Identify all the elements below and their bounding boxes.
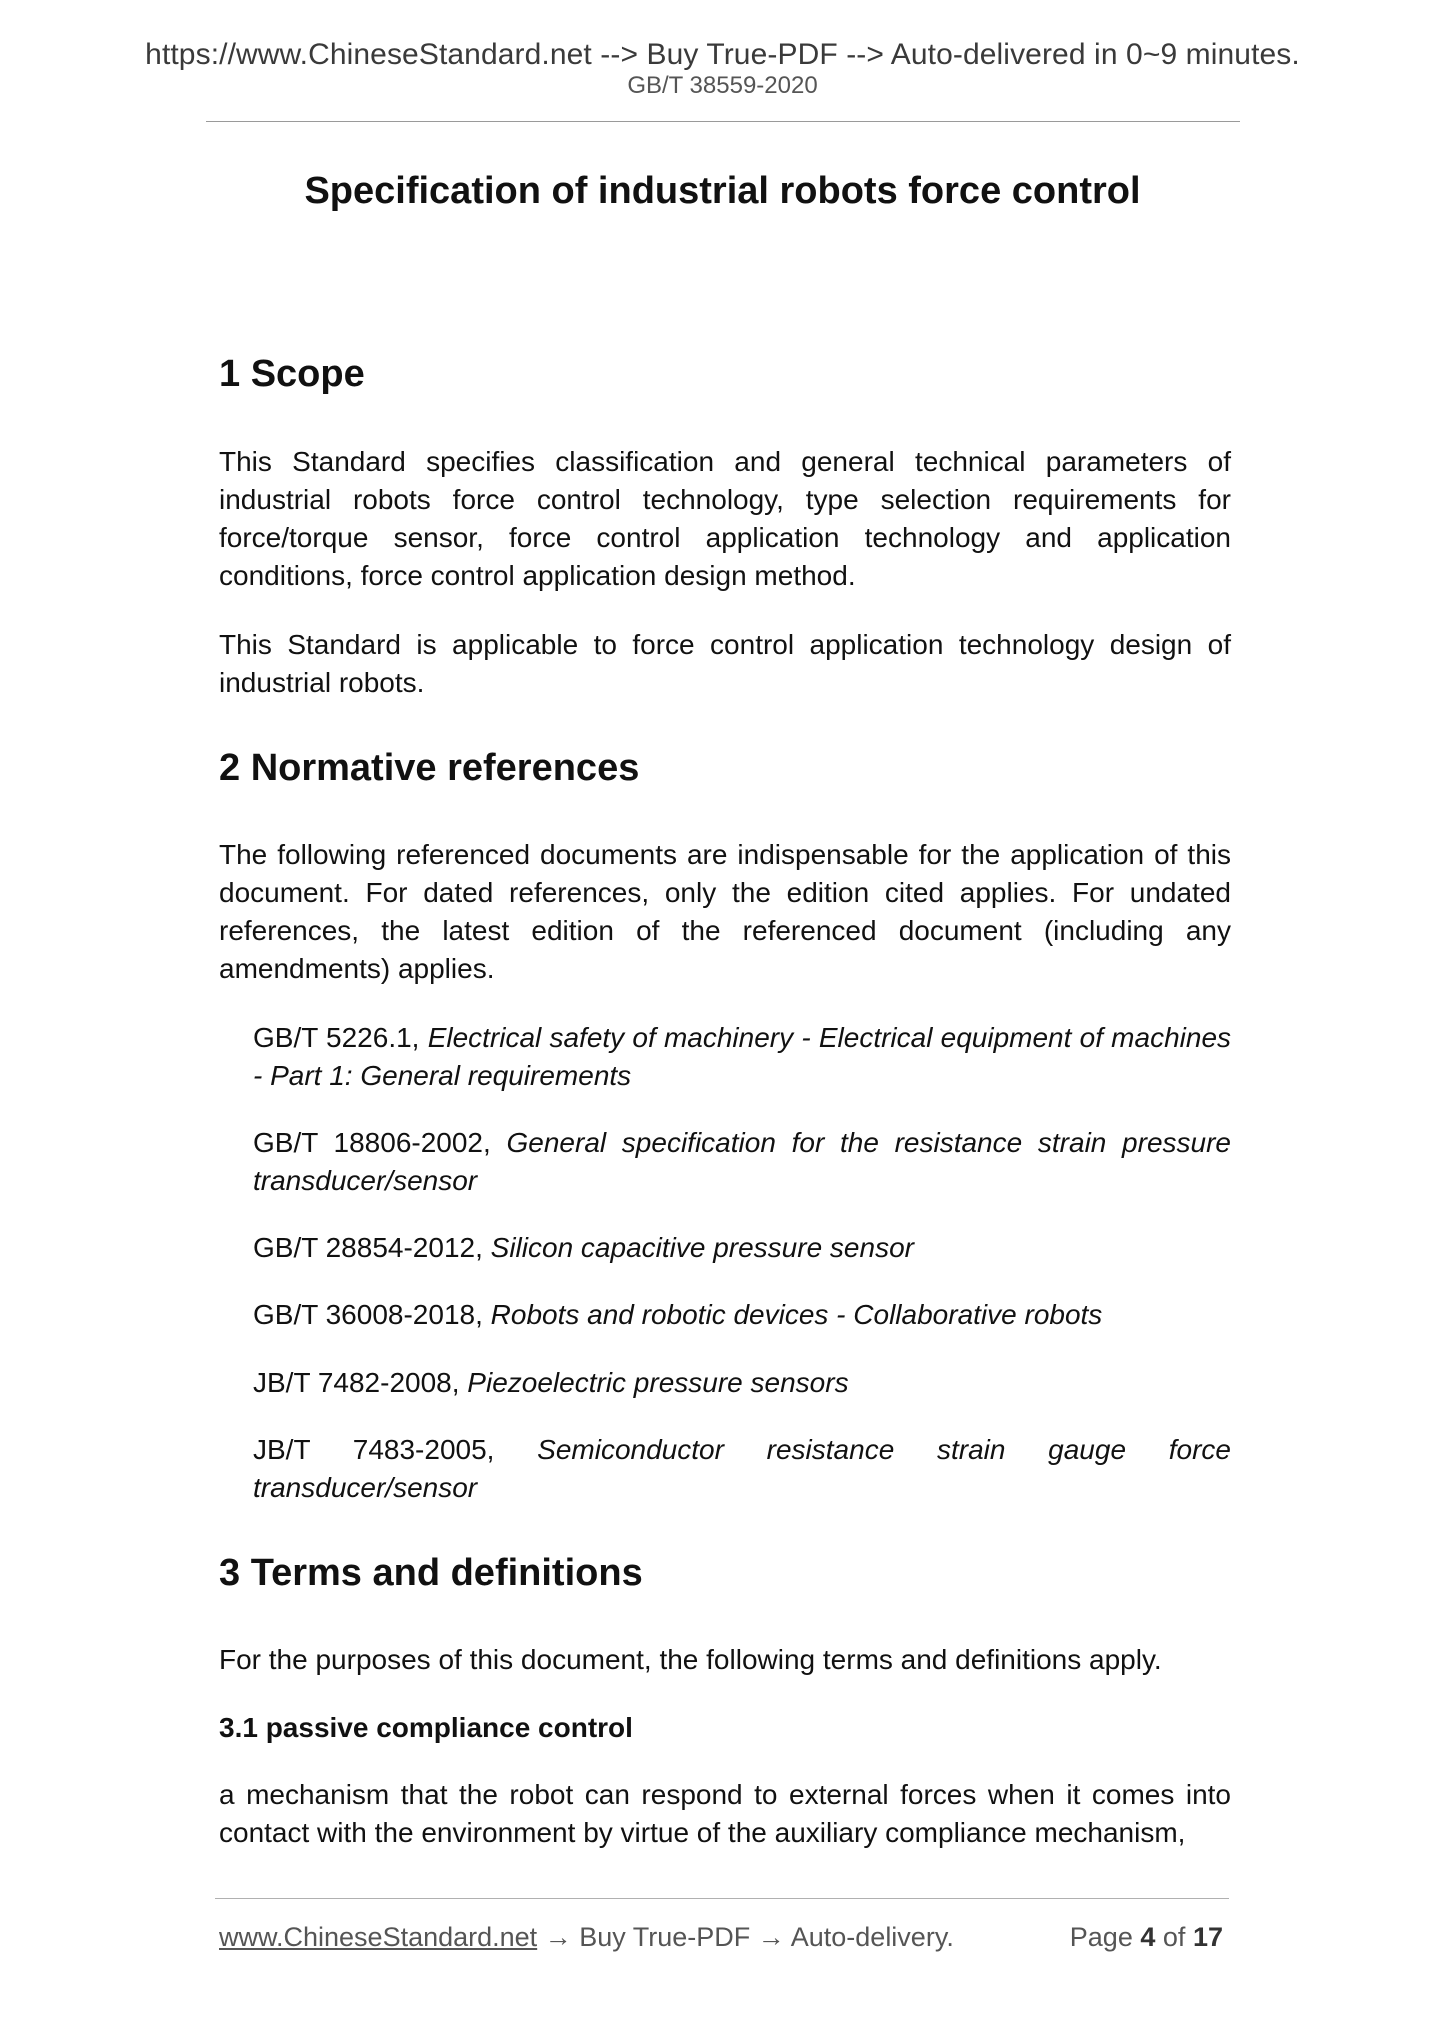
scope-paragraph-1: This Standard specifies classification and general technical parameters of industrial robots force control technology, type selection requirements for force/torque sensor, force control application technology and application conditions, force control application design method. (219, 446, 1231, 591)
reference-item (253, 1124, 1231, 1200)
reference-item (253, 1019, 1231, 1095)
terms-intro: For the purposes of this document, the following terms and definitions apply. (219, 1644, 1162, 1675)
section-3-heading: 3 Terms and definitions (219, 1552, 643, 1594)
reference-item (253, 1229, 1231, 1267)
reference-code: JB/T 7483-2005, (253, 1434, 495, 1465)
page-of-label: of (1162, 1922, 1186, 1952)
reference-item (253, 1431, 1231, 1507)
term-3-1-heading: 3.1 passive compliance control (219, 1712, 633, 1743)
reference-code: GB/T 36008-2018, (253, 1299, 483, 1330)
page-label: Page (1069, 1922, 1133, 1952)
reference-title: Robots and robotic devices - Collaborative robots (490, 1299, 1103, 1330)
document-title: Specification of industrial robots force control (304, 170, 1141, 212)
footer-site-link[interactable]: www.ChineseStandard.net (219, 1922, 538, 1952)
reference-title: General specification for the resistance strain pressure transducer/sensor (253, 1127, 1231, 1196)
page-total: 17 (1192, 1922, 1223, 1952)
normative-intro: The following referenced documents are indispensable for the application of this document. For dated references, only the edition cited applies. For undated references, the latest edition of the referenced document (including any amendments) applies. (219, 839, 1231, 984)
reference-code: GB/T 18806-2002, (253, 1127, 491, 1158)
reference-code: JB/T 7482-2008, (253, 1367, 460, 1398)
page-current: 4 (1140, 1922, 1156, 1952)
footer-promo (219, 1920, 954, 1954)
reference-title: Silicon capacitive pressure sensor (490, 1232, 914, 1263)
footer-tagline: → Buy True-PDF → Auto-delivery. (537, 1922, 954, 1952)
term-3-1-definition: a mechanism that the robot can respond to external forces when it comes into contact with the environment by virtue of the auxiliary compliance mechanism, (219, 1779, 1231, 1848)
section-2-heading: 2 Normative references (219, 747, 640, 789)
section-1-heading: 1 Scope (219, 353, 365, 395)
reference-title: Piezoelectric pressure sensors (467, 1367, 849, 1398)
reference-title: Semiconductor resistance strain gauge force transducer/sensor (253, 1434, 1231, 1503)
reference-code: GB/T 28854-2012, (253, 1232, 483, 1263)
scope-paragraph-2: This Standard is applicable to force control application technology design of industrial robots. (219, 629, 1231, 698)
page-indicator (1070, 1920, 1223, 1954)
reference-item (253, 1364, 1231, 1402)
header-divider (206, 121, 1240, 122)
footer-divider (215, 1898, 1229, 1899)
top-banner: https://www.ChineseStandard.net --> Buy True-PDF --> Auto-delivered in 0~9 minutes. (145, 38, 1300, 71)
reference-title: Electrical safety of machinery - Electrical equipment of machines - Part 1: General requirements (253, 1022, 1232, 1091)
reference-code: GB/T 5226.1, (253, 1022, 420, 1053)
reference-item (253, 1296, 1231, 1334)
standard-code: GB/T 38559-2020 (627, 72, 818, 99)
